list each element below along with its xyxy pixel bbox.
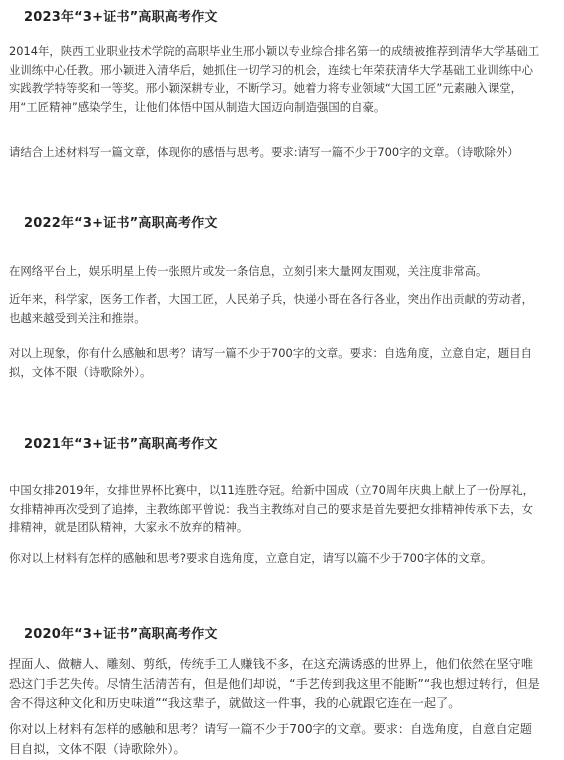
section-title-2021: 2021年“3+证书”高职高考作文 bbox=[24, 437, 218, 452]
paragraph-2020-prompt: 你对以上材料有怎样的感触和思考？请写一篇不少于700字的文章。要求：自选角度，自意自定题目自拟，文体不限（诗歌除外）。 bbox=[9, 722, 532, 756]
paragraph-2021-prompt: 你对以上材料有怎样的感触和思考?要求自选角度，立意自定，请写以篇不少于700字体的文章。 bbox=[9, 551, 493, 565]
paragraph-2022-material-2: 近年来，科学家，医务工作者，大国工匠，人民弟子兵，快递小哥在各行各业，突出作出贡献的劳动者，也越来越受到关注和推崇。 bbox=[9, 292, 533, 325]
paragraph-2023-prompt: 请结合上述材料写一篇文章，体现你的感悟与思考。要求:请写一篇不少于700字的文章。（诗歌除外） bbox=[9, 145, 519, 159]
paragraph-2023-material: 2014年，陕西工业职业技术学院的高职毕业生邢小颖以专业综合排名第一的成绩被推荐到清华大学基础工业训练中心任教。邢小颖进入清华后，她抓住一切学习的机会，连续七年荣获清华大学基础工业训练中心实践教学特等奖和一等奖。邢小颖深耕专业，不断学习。她着力将专业领域“大国工匠”元素融入课堂，用“工匠精神”感染学生，让他们体悟中国从制造大国迈向制造强国的自豪。 bbox=[9, 44, 540, 114]
paragraph-2022-prompt: 对以上现象，你有什么感触和思考？请写一篇不少于700字的文章。要求：自选角度，立意自定，题目自拟，文体不限（诗歌除外）。 bbox=[9, 346, 532, 379]
section-title-2022: 2022年“3+证书”高职高考作文 bbox=[24, 216, 218, 231]
section-title-2020: 2020年“3+证书”高职高考作文 bbox=[24, 627, 218, 642]
paragraph-2020-material: 捏面人、做糖人、雕刻、剪纸，传统手工人赚钱不多，在这充满诱惑的世界上，他们依然在坚守唯恐这门手艺失传。尽情生活清苦有，但是他们却说，“手艺传到我这里不能断”“我也想过转行，但是舍不得这种文化和历史味道”“我这辈子，就做这一件事，我的心就跟它连在一起了。 bbox=[9, 657, 540, 710]
section-title-2023: 2023年“3+证书”高职高考作文 bbox=[24, 10, 218, 25]
paragraph-2022-material-1: 在网络平台上，娱乐明星上传一张照片或发一条信息，立刻引来大量网友围观，关注度非常高。 bbox=[9, 264, 488, 278]
paragraph-2021-material: 中国女排2019年，女排世界杯比赛中，以11连胜夺冠。给新中国成（立70周年庆典上献上了一份厚礼，女排精神再次受到了追捧，主教练郎平曾说：我当主教练对自己的要求是首先要把女排精神传承下去，女排精神，就是团队精神，大家永不放弃的精神。 bbox=[9, 483, 534, 534]
